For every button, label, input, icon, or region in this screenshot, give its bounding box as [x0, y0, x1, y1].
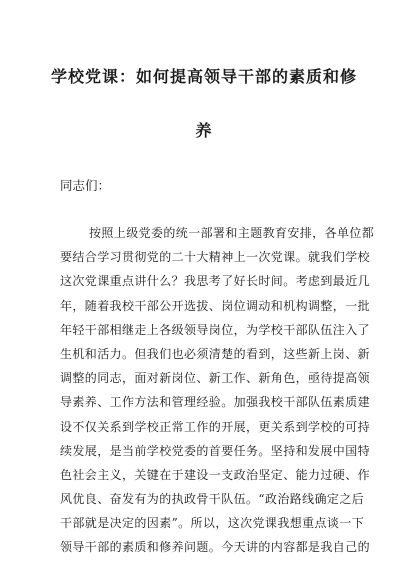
body-line: 领导干部的素质和修养问题。今天讲的内容都是我自己的 [60, 540, 371, 555]
body-line: 年，随着我校干部公开选拔、岗位调动和机构调整，一批 [60, 298, 371, 313]
salutation: 同志们： [60, 178, 111, 193]
body-paragraph [60, 221, 375, 560]
body-line: 色社会主义，关键在于建设一支政治坚定、能力过硬、作 [60, 467, 371, 482]
body-line: 设不仅关系到学校正常工作的开展，更关系到学校的可持 [60, 419, 371, 434]
body-line: 干部就是决定的因素”。所以，这次党课我想重点谈一下 [60, 516, 365, 531]
body-line: 要结合学习贯彻党的二十大精神上一次党课。就我们学校 [60, 250, 371, 265]
body-line: 这次党课重点讲什么？我思考了好长时间。考虑到最近几 [60, 274, 371, 289]
body-line: 生机和活力。但我们也必须清楚的看到，这些新上岗、新 [60, 346, 371, 361]
body-line: 按照上级党委的统一部署和主题教育安排，各单位都 [89, 226, 375, 240]
body-line: 续发展，是当前学校党委的首要任务。坚持和发展中国特 [60, 443, 371, 458]
body-line: 调整的同志，面对新岗位、新工作、新角色，亟待提高领 [60, 371, 371, 386]
body-line: 风优良、奋发有为的执政骨干队伍。“政治路线确定之后 [60, 492, 365, 507]
document-title-line-2: 养 [195, 121, 213, 140]
body-line: 导素养、工作方法和管理经验。加强我校干部队伍素质建 [60, 395, 371, 410]
document-title-line-1: 学校党课：如何提高领导干部的素质和修 [50, 67, 357, 86]
body-line: 年轻干部相继走上各级领导岗位，为学校干部队伍注入了 [60, 322, 371, 337]
